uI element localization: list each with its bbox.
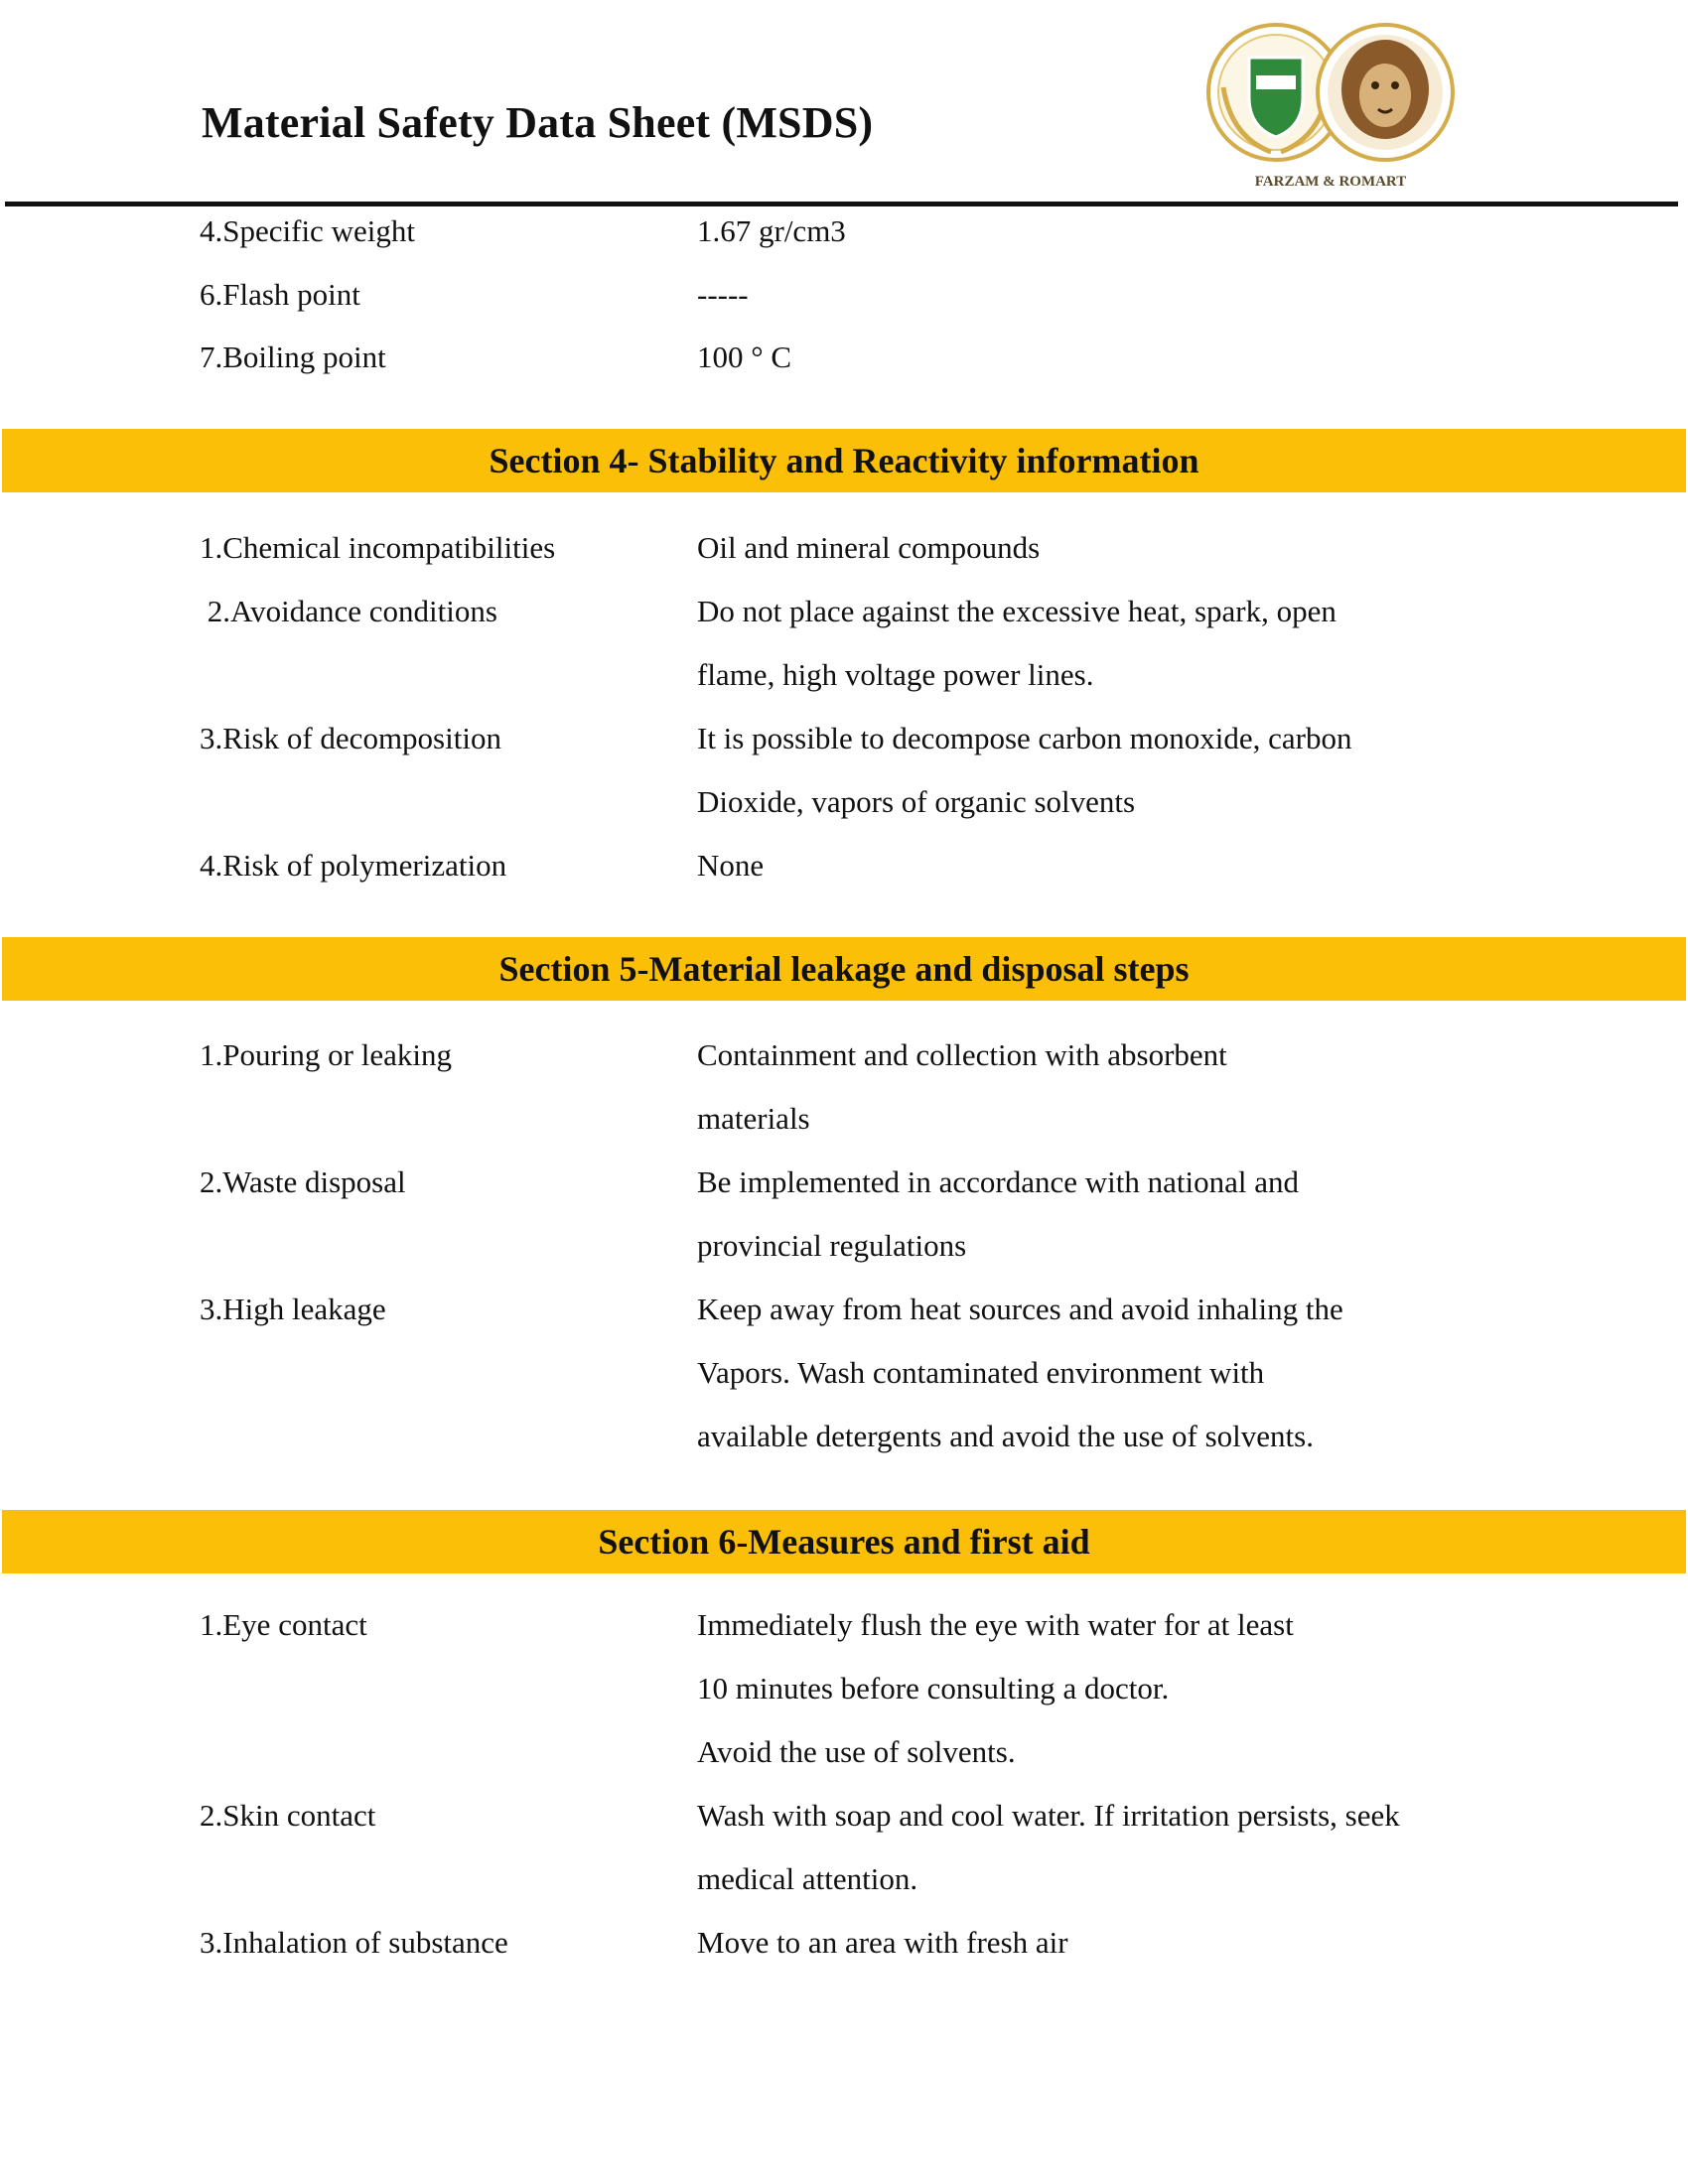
logo-caption: FARZAM & ROMART [1254, 174, 1407, 190]
value-line: It is possible to decompose carbon monoxide, carbon [697, 721, 1352, 755]
value-line: None [697, 848, 765, 883]
value-line: Oil and mineral compounds [697, 530, 1041, 565]
section-4-heading: Section 4- Stability and Reactivity information [2, 429, 1686, 492]
row-label: 1.Pouring or leaking [200, 1037, 452, 1072]
value-line: materials [697, 1101, 810, 1136]
value-line: Immediately flush the eye with water for at least [697, 1607, 1294, 1642]
row-value [697, 834, 764, 897]
value-line: 1.67 gr/cm3 [697, 213, 846, 248]
value-line: provincial regulations [697, 1228, 967, 1263]
value-line: Do not place against the excessive heat, spark, open [697, 594, 1336, 628]
row-value [697, 1024, 1227, 1151]
value-line: flame, high voltage power lines. [697, 657, 1094, 692]
value-line: Avoid the use of solvents. [697, 1734, 1016, 1769]
value-line: medical attention. [697, 1861, 918, 1896]
row-label: 2.Avoidance conditions [200, 594, 497, 628]
property-value [697, 263, 749, 327]
value-line: Move to an area with fresh air [697, 1925, 1068, 1960]
property-label: 6.Flash point [200, 277, 360, 312]
row-label: 4.Risk of polymerization [200, 848, 507, 883]
row-label: 3.Inhalation of substance [200, 1925, 508, 1960]
document-title: Material Safety Data Sheet (MSDS) [202, 98, 874, 147]
value-line: Containment and collection with absorbent [697, 1037, 1227, 1072]
value-line: available detergents and avoid the use of solvents. [697, 1419, 1314, 1453]
value-line: 100 ° C [697, 340, 792, 374]
row-label: 2.Waste disposal [200, 1164, 406, 1199]
value-line: Dioxide, vapors of organic solvents [697, 784, 1136, 819]
row-label: 1.Eye contact [200, 1607, 367, 1642]
row-value [697, 580, 1336, 707]
row-label: 3.High leakage [200, 1292, 386, 1326]
value-line: ----- [697, 277, 749, 312]
row-value [697, 1593, 1294, 1784]
value-line: 10 minutes before consulting a doctor. [697, 1671, 1170, 1706]
property-label: 4.Specific weight [200, 213, 415, 248]
row-value [697, 1151, 1299, 1278]
property-value [697, 326, 791, 389]
row-label: 3.Risk of decomposition [200, 721, 501, 755]
value-line: Vapors. Wash contaminated environment with [697, 1355, 1265, 1390]
row-value [697, 516, 1040, 580]
row-value [697, 707, 1351, 834]
row-value [697, 1911, 1068, 1975]
value-line: Wash with soap and cool water. If irritation persists, seek [697, 1798, 1400, 1833]
row-value [697, 1278, 1343, 1468]
row-value [697, 1784, 1400, 1911]
property-value [697, 200, 846, 263]
value-line: Be implemented in accordance with national and [697, 1164, 1299, 1199]
property-label: 7.Boiling point [200, 340, 386, 374]
company-logo [1201, 18, 1460, 197]
section-6-heading: Section 6-Measures and first aid [2, 1510, 1686, 1573]
section-5-heading: Section 5-Material leakage and disposal steps [2, 937, 1686, 1001]
row-label: 2.Skin contact [200, 1798, 376, 1833]
value-line: Keep away from heat sources and avoid inhaling the [697, 1292, 1343, 1326]
row-label: 1.Chemical incompatibilities [200, 530, 556, 565]
